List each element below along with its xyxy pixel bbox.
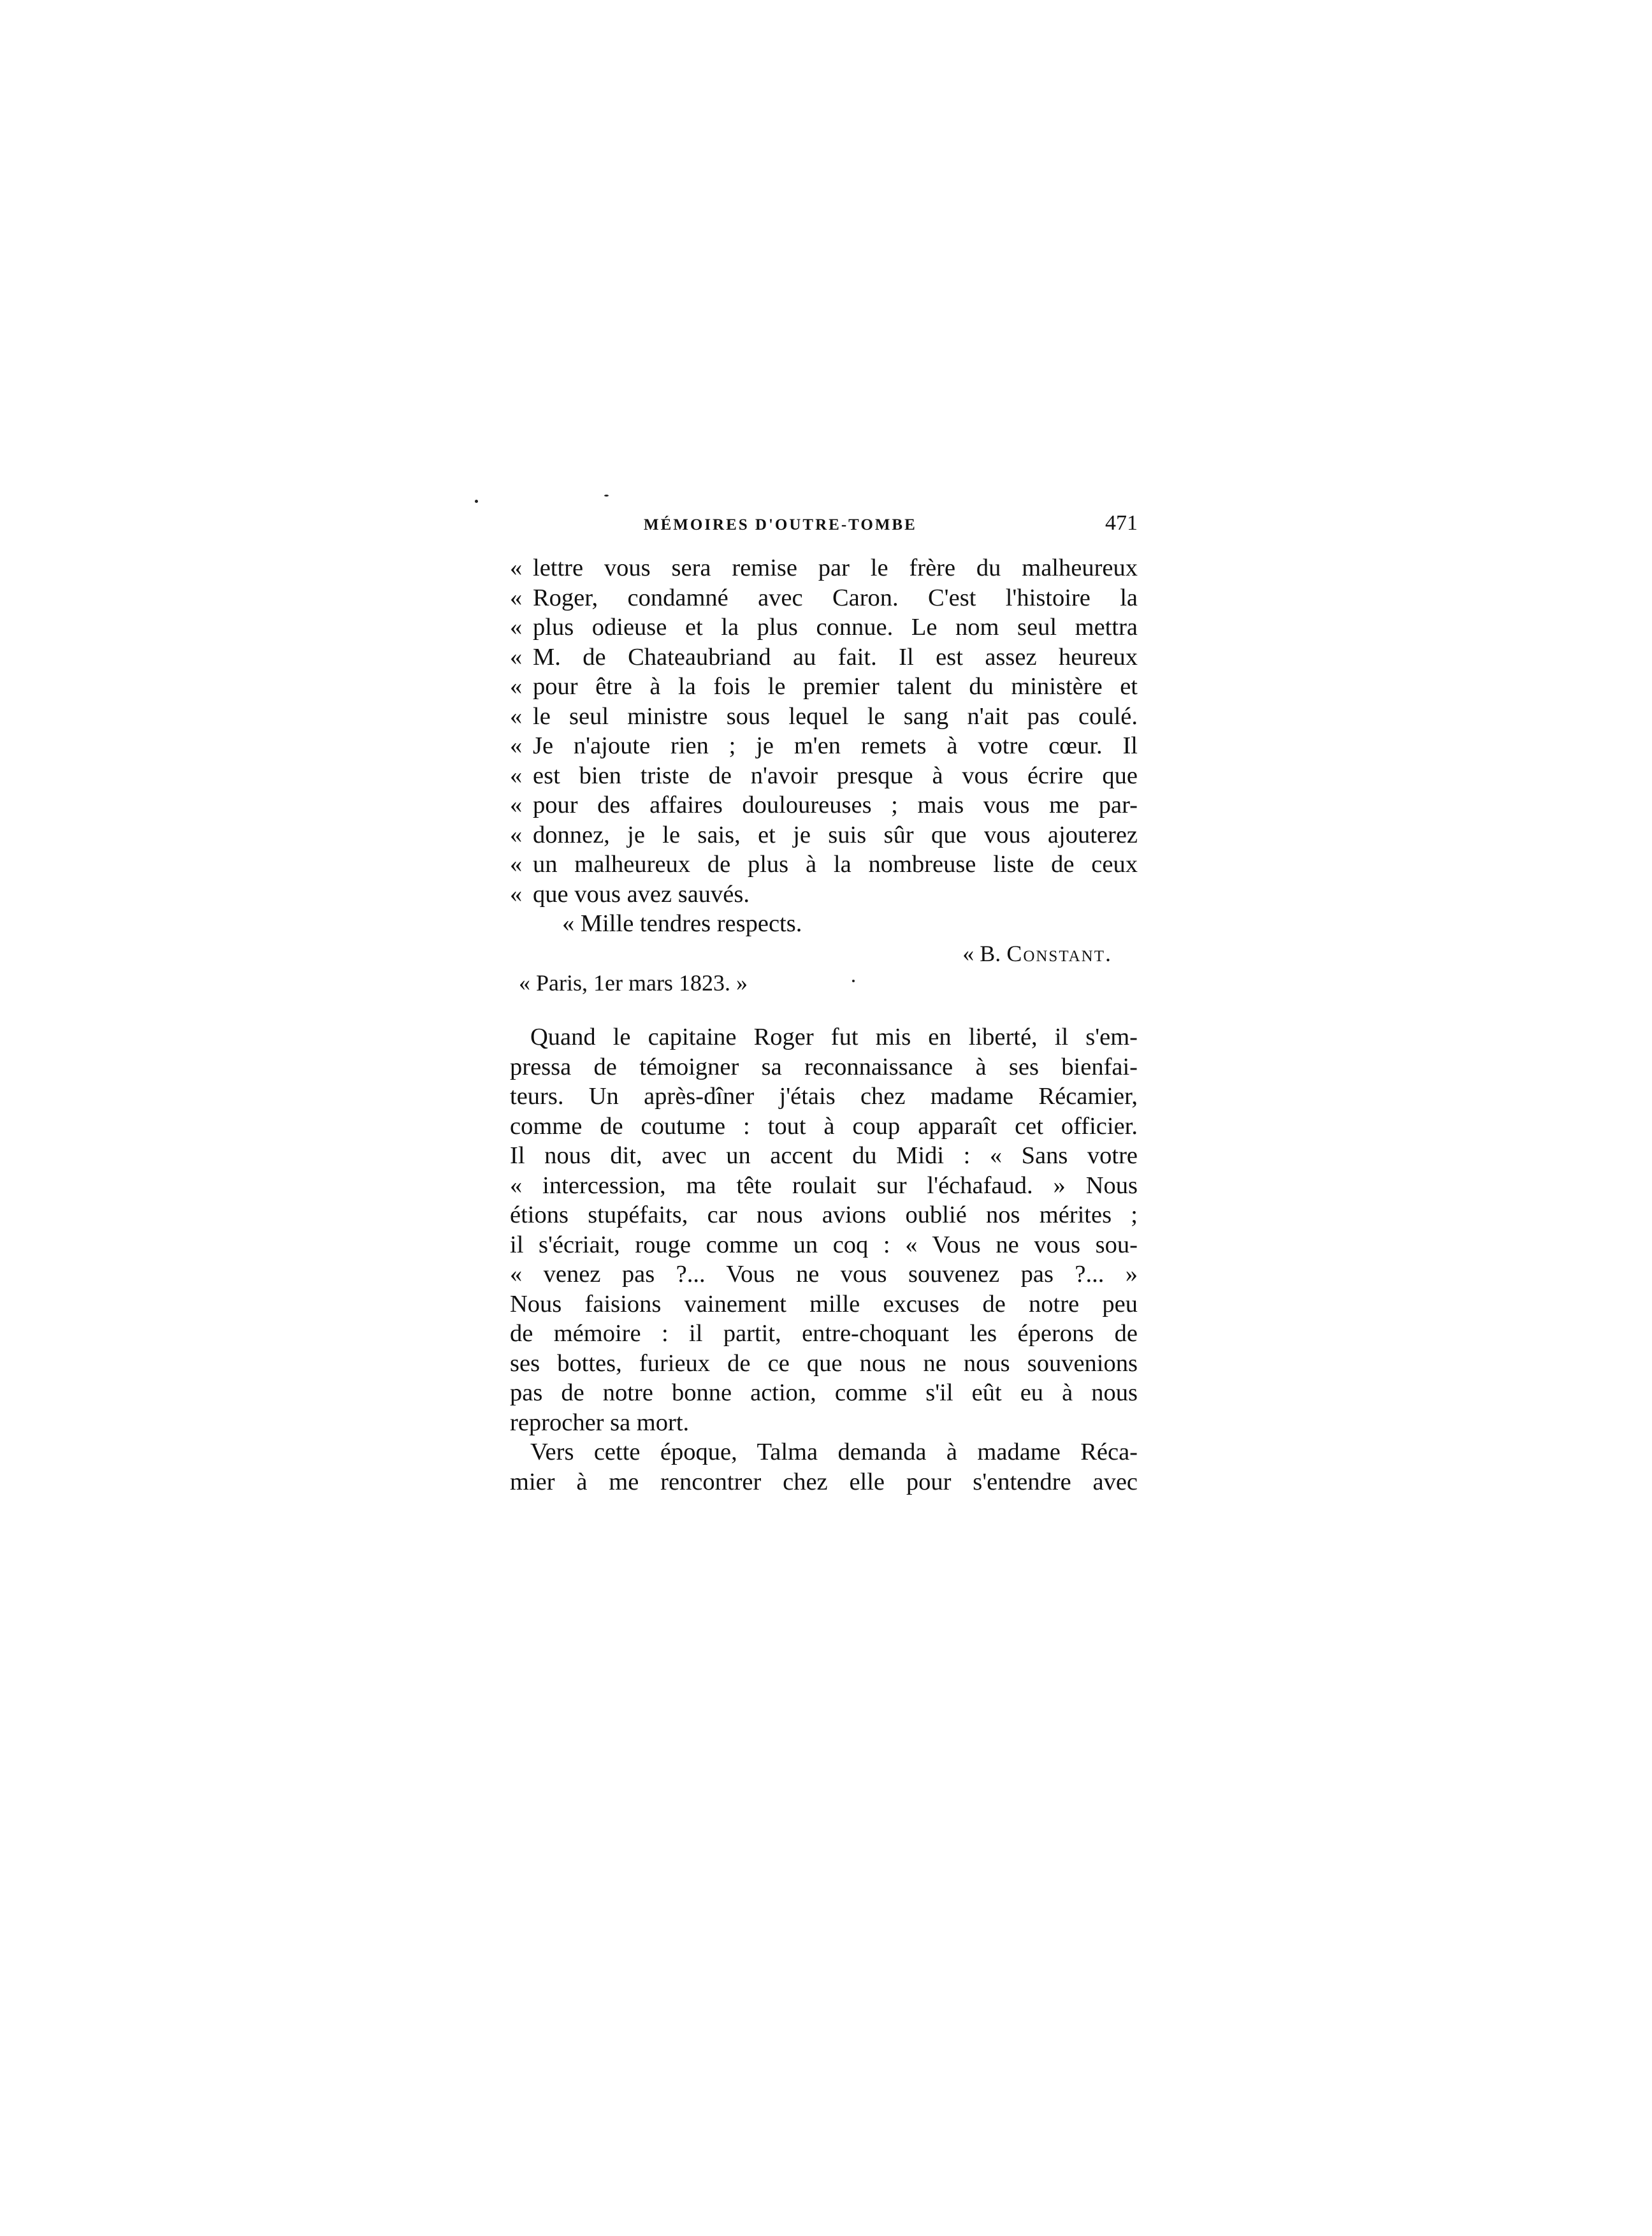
- paragraph-line: Il nous dit, avec un accent du Midi : « Sans votre: [510, 1142, 1138, 1169]
- letter-closing: « Mille tendres respects.: [562, 910, 802, 937]
- letter-line: « M. de Chateaubriand au fait. Il est assez heureux: [510, 643, 1138, 671]
- letter-line: « donnez, je le sais, et je suis sûr que vous ajouterez: [510, 821, 1138, 848]
- quoted-letter: [510, 553, 1138, 998]
- paragraph-line: il s'écriait, rouge comme un coq : « Vous ne vous sou-: [510, 1231, 1138, 1258]
- paragraph-line: ses bottes, furieux de ce que nous ne nous souvenions: [510, 1349, 1138, 1377]
- letter-line: « le seul ministre sous lequel le sang n'ait pas coulé.: [510, 702, 1138, 730]
- paragraph-line: Vers cette époque, Talma demanda à madame Réca-: [530, 1439, 1138, 1465]
- page-number: 471: [1105, 511, 1138, 535]
- paragraph-line: mier à me rencontrer chez elle pour s'entendre avec: [510, 1468, 1138, 1495]
- letter-line: « pour des affaires douloureuses ; mais vous me par-: [510, 792, 1138, 818]
- letter-line: « pour être à la fois le premier talent du ministère et: [510, 673, 1138, 700]
- letter-signature: « B. Constant.: [962, 940, 1112, 966]
- letter-line: « un malheureux de plus à la nombreuse liste de ceux: [510, 851, 1138, 878]
- paragraph-line: pas de notre bonne action, comme s'il eût eu à nous: [510, 1379, 1138, 1406]
- letter-line: « plus odieuse et la plus connue. Le nom seul mettra: [510, 614, 1138, 641]
- page-header: [510, 511, 1138, 549]
- paragraph-line: reprocher sa mort.: [510, 1409, 690, 1436]
- running-title: MÉMOIRES D'OUTRE-TOMBE: [644, 516, 917, 534]
- letter-line: « Je n'ajoute rien ; je m'en remets à votre cœur. Il: [510, 732, 1138, 759]
- letter-line: « est bien triste de n'avoir presque à vous écrire que: [510, 762, 1138, 789]
- paragraph-line: comme de coutume : tout à coup apparaît cet officier.: [510, 1112, 1138, 1140]
- paragraph-line: Quand le capitaine Roger fut mis en liberté, il s'em-: [530, 1024, 1138, 1050]
- letter-line: « que vous avez sauvés.: [510, 880, 750, 908]
- narrative-text: [510, 1022, 1138, 1497]
- letter-dateline: « Paris, 1er mars 1823. »: [519, 970, 748, 996]
- paragraph-line: pressa de témoigner sa reconnaissance à ses bienfai-: [510, 1053, 1138, 1080]
- paragraph-line: teurs. Un après-dîner j'étais chez madame Récamier,: [510, 1083, 1138, 1110]
- paragraph-line: de mémoire : il partit, entre-choquant les éperons de: [510, 1320, 1138, 1347]
- paragraph-line: « venez pas ?... Vous ne vous souvenez pas ?... »: [510, 1261, 1138, 1288]
- letter-line: « Roger, condamné avec Caron. C'est l'histoire la: [510, 584, 1138, 611]
- paragraph-line: « intercession, ma tête roulait sur l'échafaud. » Nous: [510, 1172, 1138, 1199]
- scan-speck: [604, 495, 609, 497]
- paragraph-line: Nous faisions vainement mille excuses de notre peu: [510, 1290, 1138, 1318]
- paragraph-line: étions stupéfaits, car nous avions oublié nos mérites ;: [510, 1201, 1138, 1228]
- letter-line: « lettre vous sera remise par le frère du malheureux: [510, 555, 1138, 581]
- scan-speck: [475, 500, 478, 503]
